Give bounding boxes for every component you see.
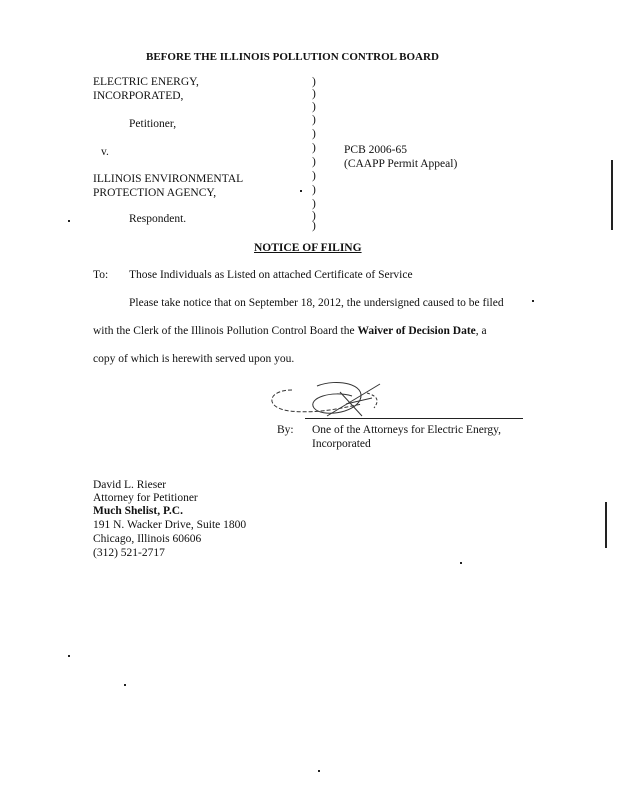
contact-role: Attorney for Petitioner — [93, 492, 198, 504]
scan-speck — [124, 684, 126, 686]
caption-bracket: ) — [312, 88, 316, 100]
respondent-name-line2: PROTECTION AGENCY, — [93, 187, 217, 199]
scan-speck — [300, 190, 302, 192]
contact-address-line2: Chicago, Illinois 60606 — [93, 533, 202, 545]
respondent-role: Respondent. — [129, 213, 187, 225]
contact-name: David L. Rieser — [93, 479, 167, 491]
document-title-bold: Waiver of Decision Date — [357, 325, 476, 337]
petitioner-name-line2: INCORPORATED, — [93, 90, 184, 102]
caption-bracket: ) — [312, 128, 316, 140]
by-label: By: — [277, 424, 294, 436]
notice-body-line1: Please take notice that on September 18, 2012, the undersigned caused to be filed — [129, 297, 504, 309]
attorney-designation-line2: Incorporated — [312, 438, 371, 450]
caption-bracket: ) — [312, 198, 316, 210]
caption-bracket: ) — [312, 76, 316, 88]
notice-body-line2-end: , a — [475, 325, 487, 337]
notice-body-line3: copy of which is herewith served upon you. — [93, 353, 295, 365]
caption-bracket: ) — [312, 156, 316, 168]
scan-speck — [460, 562, 462, 564]
caption-bracket: ) — [312, 101, 316, 113]
law-firm-name: Much Shelist, P.C. — [93, 505, 183, 517]
scan-edge-mark — [611, 160, 613, 230]
to-recipients: Those Individuals as Listed on attached Certificate of Service — [129, 269, 413, 281]
scan-edge-mark — [605, 502, 607, 548]
petitioner-name-line1: ELECTRIC ENERGY, — [93, 76, 199, 88]
caption-bracket: ) — [312, 184, 316, 196]
notice-body-line2-text: with the Clerk of the Illinois Pollution Control Board the — [93, 325, 358, 337]
versus-label: v. — [101, 146, 109, 158]
respondent-name-line1: ILLINOIS ENVIRONMENTAL — [93, 173, 244, 185]
contact-phone: (312) 521-2717 — [93, 547, 165, 559]
handwritten-signature — [262, 378, 412, 423]
notice-body-line2 — [93, 324, 487, 338]
notice-title: NOTICE OF FILING — [254, 242, 362, 254]
scan-speck — [532, 300, 534, 302]
caption-bracket: ) — [312, 210, 316, 222]
caption-bracket: ) — [312, 220, 316, 232]
case-number: PCB 2006-65 — [344, 144, 407, 156]
scan-speck — [68, 220, 70, 222]
to-label: To: — [93, 269, 109, 281]
document-heading: BEFORE THE ILLINOIS POLLUTION CONTROL BOARD — [146, 51, 439, 63]
caption-bracket: ) — [312, 114, 316, 126]
scan-speck — [68, 655, 70, 657]
case-type: (CAAPP Permit Appeal) — [344, 158, 458, 170]
contact-address-line1: 191 N. Wacker Drive, Suite 1800 — [93, 519, 247, 531]
signature-line — [305, 418, 523, 419]
caption-bracket: ) — [312, 170, 316, 182]
petitioner-role: Petitioner, — [129, 118, 177, 130]
caption-bracket: ) — [312, 142, 316, 154]
attorney-designation-line1: One of the Attorneys for Electric Energy, — [312, 424, 502, 436]
scan-speck — [318, 770, 320, 772]
